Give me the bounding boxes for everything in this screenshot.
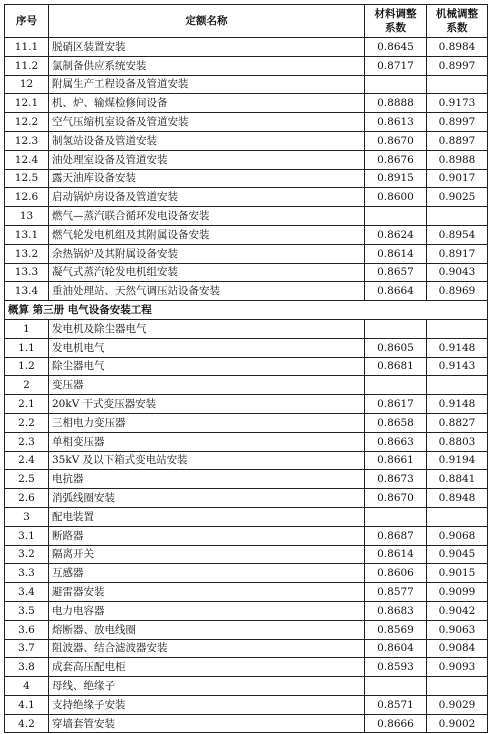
- item-name: 支持绝缘子安装: [49, 695, 365, 714]
- table-row: [5, 207, 488, 226]
- machine-coefficient: 0.9084: [427, 639, 488, 658]
- machine-coefficient: 0.8917: [427, 244, 488, 263]
- item-name: 制氢站设备及管道安装: [49, 131, 365, 150]
- row-number: 3.3: [5, 564, 49, 583]
- machine-coefficient: [427, 319, 488, 338]
- row-number: 13.1: [5, 225, 49, 244]
- material-coefficient: 0.8617: [365, 395, 427, 414]
- item-name: 余热锅炉及其附属设备安装: [49, 244, 365, 263]
- item-name: 凝气式蒸汽轮发电机组安装: [49, 263, 365, 282]
- material-coefficient: 0.8613: [365, 113, 427, 132]
- material-coefficient: 0.8614: [365, 244, 427, 263]
- row-number: 1.2: [5, 357, 49, 376]
- material-coefficient: 0.8670: [365, 489, 427, 508]
- item-name: 重油处理站、天然气调压站设备安装: [49, 282, 365, 301]
- table-row: [5, 150, 488, 169]
- item-name: 机、炉、输煤检修间设备: [49, 94, 365, 113]
- item-name: 熔断器、放电线圈: [49, 620, 365, 639]
- machine-coefficient: 0.9093: [427, 658, 488, 677]
- table-row: [5, 526, 488, 545]
- table-row: [5, 583, 488, 602]
- material-coefficient: [365, 376, 427, 395]
- row-number: 13.2: [5, 244, 49, 263]
- machine-coefficient: 0.9045: [427, 545, 488, 564]
- table-row: [5, 601, 488, 620]
- machine-coefficient: 0.9068: [427, 526, 488, 545]
- machine-coefficient: 0.9173: [427, 94, 488, 113]
- material-coefficient: 0.8605: [365, 338, 427, 357]
- row-number: 11.1: [5, 38, 49, 57]
- row-number: 2.1: [5, 395, 49, 414]
- machine-coefficient: 0.8803: [427, 432, 488, 451]
- row-number: 12.3: [5, 131, 49, 150]
- item-name: 电抗器: [49, 470, 365, 489]
- section-title: 概算 第三册 电气设备安装工程: [5, 301, 488, 320]
- header-material-coefficient: 材料调整 系数: [365, 5, 427, 38]
- item-name: 发电机电气: [49, 338, 365, 357]
- material-coefficient: 0.8663: [365, 432, 427, 451]
- table-row: [5, 75, 488, 94]
- item-name: 35kV 及以下箱式变电站安装: [49, 451, 365, 470]
- item-name: 配电装置: [49, 507, 365, 526]
- machine-coefficient: 0.9148: [427, 338, 488, 357]
- table-row: [5, 507, 488, 526]
- row-number: 12: [5, 75, 49, 94]
- item-name: 避雷器安装: [49, 583, 365, 602]
- machine-coefficient: 0.8948: [427, 489, 488, 508]
- machine-coefficient: 0.8997: [427, 56, 488, 75]
- table-row: [5, 169, 488, 188]
- item-name: 电力电容器: [49, 601, 365, 620]
- table-header: [5, 5, 488, 38]
- row-number: 3: [5, 507, 49, 526]
- material-coefficient: 0.8915: [365, 169, 427, 188]
- table-row: [5, 451, 488, 470]
- table-row: [5, 188, 488, 207]
- material-coefficient: 0.8683: [365, 601, 427, 620]
- material-coefficient: 0.8569: [365, 620, 427, 639]
- material-coefficient: 0.8606: [365, 564, 427, 583]
- table-row: [5, 695, 488, 714]
- table-row: [5, 489, 488, 508]
- table-row: [5, 263, 488, 282]
- item-name: 消弧线圈安装: [49, 489, 365, 508]
- table-row: [5, 319, 488, 338]
- row-number: 12.2: [5, 113, 49, 132]
- row-number: 2.3: [5, 432, 49, 451]
- table-row: [5, 282, 488, 301]
- machine-coefficient: 0.9143: [427, 357, 488, 376]
- item-name: 断路器: [49, 526, 365, 545]
- material-coefficient: 0.8600: [365, 188, 427, 207]
- machine-coefficient: [427, 507, 488, 526]
- machine-coefficient: 0.8841: [427, 470, 488, 489]
- material-coefficient: 0.8624: [365, 225, 427, 244]
- machine-coefficient: 0.8984: [427, 38, 488, 57]
- table-row: [5, 113, 488, 132]
- machine-coefficient: 0.8827: [427, 413, 488, 432]
- item-name: 附属生产工程设备及管道安装: [49, 75, 365, 94]
- material-coefficient: 0.8888: [365, 94, 427, 113]
- table-row: [5, 545, 488, 564]
- machine-coefficient: 0.9043: [427, 263, 488, 282]
- row-number: 13.4: [5, 282, 49, 301]
- item-name: 启动锅炉房设备及管道安装: [49, 188, 365, 207]
- row-number: 2.2: [5, 413, 49, 432]
- row-number: 3.5: [5, 601, 49, 620]
- row-number: 2.5: [5, 470, 49, 489]
- table-row: [5, 413, 488, 432]
- material-coefficient: [365, 507, 427, 526]
- item-name: 三相电力变压器: [49, 413, 365, 432]
- machine-coefficient: [427, 207, 488, 226]
- row-number: 4.2: [5, 714, 49, 733]
- material-coefficient: 0.8676: [365, 150, 427, 169]
- material-coefficient: 0.8666: [365, 714, 427, 733]
- material-coefficient: 0.8614: [365, 545, 427, 564]
- item-name: 变压器: [49, 376, 365, 395]
- row-number: 12.6: [5, 188, 49, 207]
- machine-coefficient: 0.9148: [427, 395, 488, 414]
- row-number: 3.7: [5, 639, 49, 658]
- row-number: 3.2: [5, 545, 49, 564]
- machine-coefficient: 0.8969: [427, 282, 488, 301]
- machine-coefficient: 0.8897: [427, 131, 488, 150]
- row-number: 4.1: [5, 695, 49, 714]
- table-row: [5, 432, 488, 451]
- table-row: [5, 56, 488, 75]
- material-coefficient: 0.8658: [365, 413, 427, 432]
- row-number: 3.4: [5, 583, 49, 602]
- item-name: 除尘器电气: [49, 357, 365, 376]
- item-name: 发电机及除尘器电气: [49, 319, 365, 338]
- machine-coefficient: 0.8997: [427, 113, 488, 132]
- material-coefficient: 0.8687: [365, 526, 427, 545]
- row-number: 3.8: [5, 658, 49, 677]
- table-row: [5, 470, 488, 489]
- item-name: 油处理室设备及管道安装: [49, 150, 365, 169]
- item-name: 氯制备供应系统安装: [49, 56, 365, 75]
- material-coefficient: 0.8664: [365, 282, 427, 301]
- material-coefficient: 0.8604: [365, 639, 427, 658]
- material-coefficient: 0.8577: [365, 583, 427, 602]
- machine-coefficient: 0.9017: [427, 169, 488, 188]
- machine-coefficient: 0.8988: [427, 150, 488, 169]
- row-number: 12.1: [5, 94, 49, 113]
- table-row: [5, 357, 488, 376]
- item-name: 母线、绝缘子: [49, 677, 365, 696]
- item-name: 露天油库设备安装: [49, 169, 365, 188]
- item-name: 单相变压器: [49, 432, 365, 451]
- row-number: 3.1: [5, 526, 49, 545]
- material-coefficient: [365, 207, 427, 226]
- row-number: 13: [5, 207, 49, 226]
- machine-coefficient: 0.9029: [427, 695, 488, 714]
- material-coefficient: 0.8670: [365, 131, 427, 150]
- header-name: 定额名称: [49, 5, 365, 38]
- material-coefficient: 0.8645: [365, 38, 427, 57]
- row-number: 2.6: [5, 489, 49, 508]
- item-name: 燃气—蒸汽联合循环发电设备安装: [49, 207, 365, 226]
- row-number: 13.3: [5, 263, 49, 282]
- table-row: [5, 395, 488, 414]
- machine-coefficient: 0.9042: [427, 601, 488, 620]
- table-row: [5, 564, 488, 583]
- table-row: [5, 225, 488, 244]
- row-number: 1.1: [5, 338, 49, 357]
- machine-coefficient: 0.9194: [427, 451, 488, 470]
- row-number: 2.4: [5, 451, 49, 470]
- item-name: 燃气轮发电机组及其附属设备安装: [49, 225, 365, 244]
- material-coefficient: 0.8571: [365, 695, 427, 714]
- machine-coefficient: [427, 677, 488, 696]
- section-row: [5, 301, 488, 320]
- machine-coefficient: 0.9015: [427, 564, 488, 583]
- table-row: [5, 244, 488, 263]
- material-coefficient: 0.8717: [365, 56, 427, 75]
- table-row: [5, 338, 488, 357]
- row-number: 12.5: [5, 169, 49, 188]
- material-coefficient: [365, 677, 427, 696]
- machine-coefficient: [427, 75, 488, 94]
- machine-coefficient: 0.8954: [427, 225, 488, 244]
- machine-coefficient: 0.9063: [427, 620, 488, 639]
- table-row: [5, 620, 488, 639]
- table-row: [5, 714, 488, 733]
- material-coefficient: 0.8661: [365, 451, 427, 470]
- table-row: [5, 376, 488, 395]
- table-row: [5, 677, 488, 696]
- material-coefficient: 0.8657: [365, 263, 427, 282]
- machine-coefficient: 0.9025: [427, 188, 488, 207]
- table-row: [5, 658, 488, 677]
- item-name: 隔离开关: [49, 545, 365, 564]
- header-machine-coefficient: 机械调整 系数: [427, 5, 488, 38]
- item-name: 空气压缩机室设备及管道安装: [49, 113, 365, 132]
- item-name: 脱硝区装置安装: [49, 38, 365, 57]
- adjustment-coefficient-table: [4, 4, 488, 733]
- item-name: 成套高压配电柜: [49, 658, 365, 677]
- material-coefficient: [365, 75, 427, 94]
- header-no: 序号: [5, 5, 49, 38]
- row-number: 11.2: [5, 56, 49, 75]
- material-coefficient: [365, 319, 427, 338]
- row-number: 4: [5, 677, 49, 696]
- row-number: 3.6: [5, 620, 49, 639]
- row-number: 2: [5, 376, 49, 395]
- machine-coefficient: 0.9002: [427, 714, 488, 733]
- row-number: 12.4: [5, 150, 49, 169]
- item-name: 阻波器、结合滤波器安装: [49, 639, 365, 658]
- table-row: [5, 131, 488, 150]
- table-row: [5, 639, 488, 658]
- item-name: 互感器: [49, 564, 365, 583]
- machine-coefficient: [427, 376, 488, 395]
- table-row: [5, 94, 488, 113]
- row-number: 1: [5, 319, 49, 338]
- material-coefficient: 0.8673: [365, 470, 427, 489]
- table-body: [5, 38, 488, 733]
- item-name: 穿墙套管安装: [49, 714, 365, 733]
- material-coefficient: 0.8593: [365, 658, 427, 677]
- material-coefficient: 0.8681: [365, 357, 427, 376]
- machine-coefficient: 0.9099: [427, 583, 488, 602]
- table-row: [5, 38, 488, 57]
- item-name: 20kV 干式变压器安装: [49, 395, 365, 414]
